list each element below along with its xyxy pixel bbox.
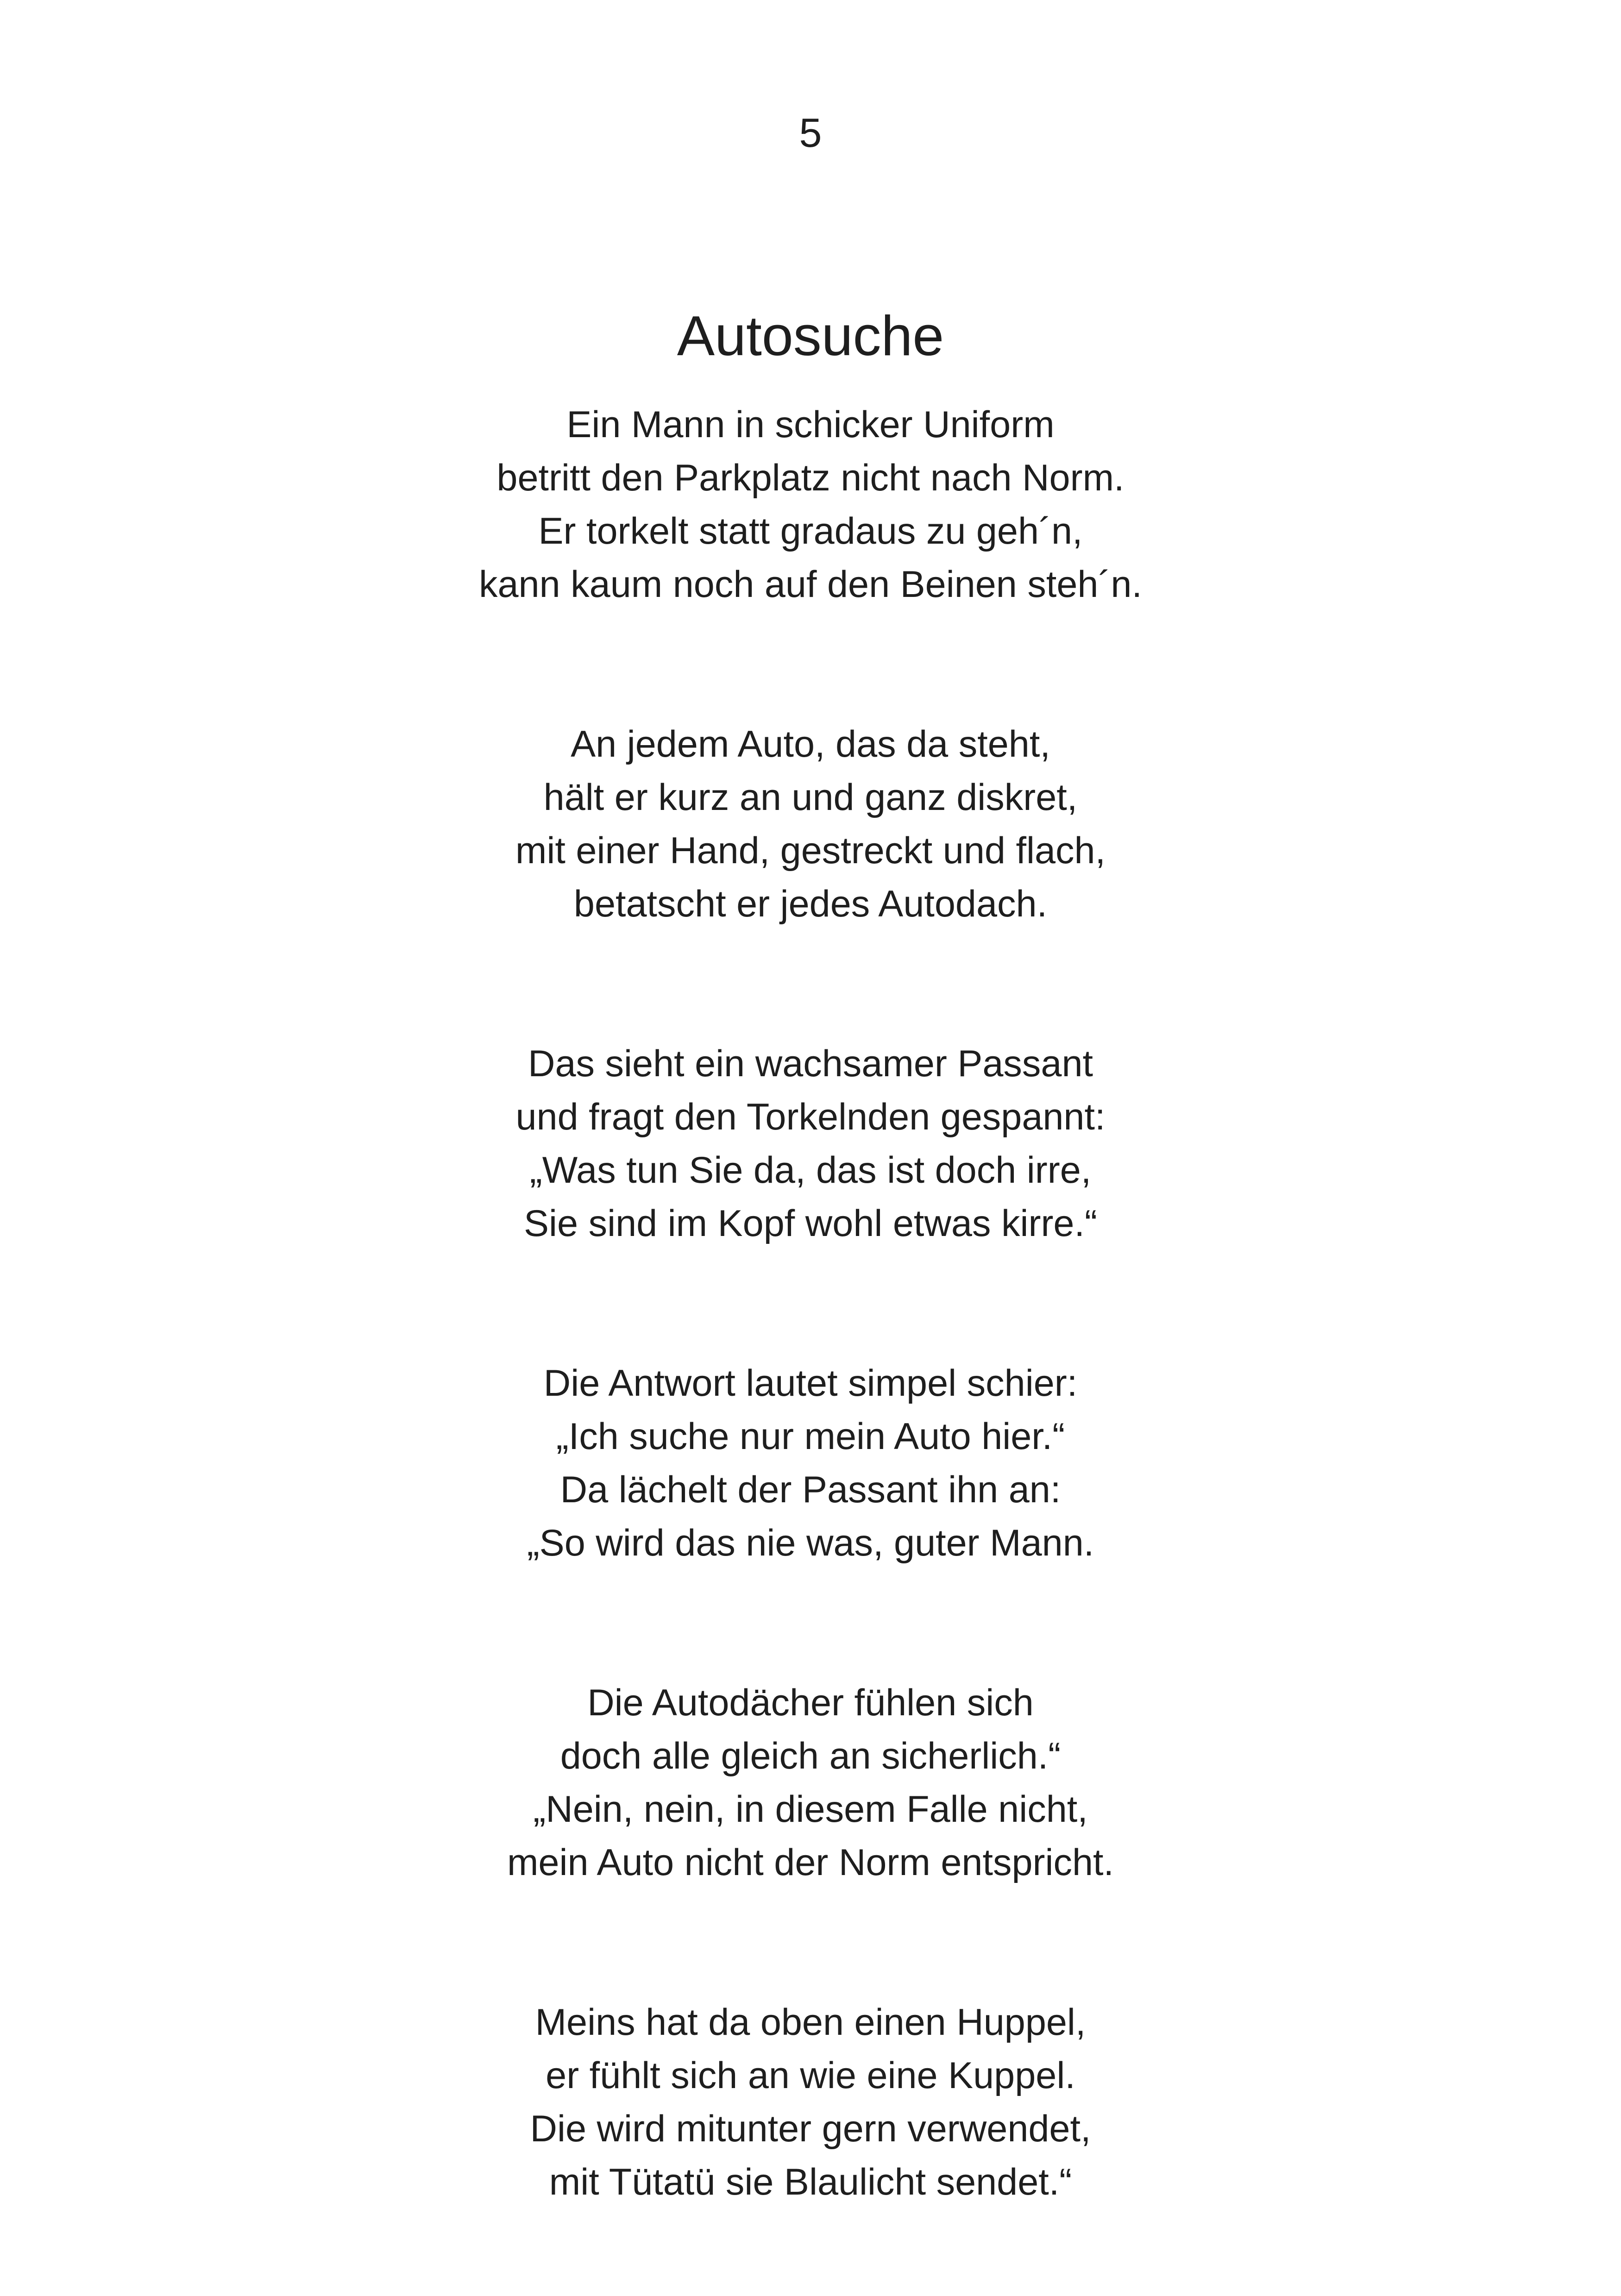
stanza-5 <box>0 1676 1621 1889</box>
poem-line: Meins hat da oben einen Huppel, <box>535 2001 1086 2043</box>
poem-line: mit Tütatü sie Blaulicht sendet.“ <box>549 2161 1072 2203</box>
poem-line: „So wird das nie was, guter Mann. <box>527 1522 1094 1564</box>
poem-line: er fühlt sich an wie eine Kuppel. <box>546 2055 1075 2096</box>
stanza-3 <box>0 1037 1621 1250</box>
poem-line: Die Autodächer fühlen sich <box>587 1682 1034 1724</box>
stanza-2 <box>0 718 1621 931</box>
poem-line: Die wird mitunter gern verwendet, <box>530 2108 1091 2150</box>
poem-line: „Nein, nein, in diesem Falle nicht, <box>533 1788 1088 1830</box>
poem-line: doch alle gleich an sicherlich.“ <box>560 1735 1061 1777</box>
poem-line: Die Antwort lautet simpel schier: <box>543 1362 1078 1404</box>
poem-line: Ein Mann in schicker Uniform <box>566 404 1055 445</box>
poem-title: Autosuche <box>677 304 944 367</box>
poem-line: „Was tun Sie da, das ist doch irre, <box>529 1149 1092 1191</box>
stanza-1 <box>0 398 1621 611</box>
poem-line: Das sieht ein wachsamer Passant <box>528 1043 1093 1085</box>
poem-line: Da lächelt der Passant ihn an: <box>560 1469 1061 1511</box>
poem-line: „Ich suche nur mein Auto hier.“ <box>556 1416 1065 1457</box>
poem-line: mein Auto nicht der Norm entspricht. <box>507 1842 1114 1883</box>
poem-line: betritt den Parkplatz nicht nach Norm. <box>496 457 1125 499</box>
stanza-4 <box>0 1357 1621 1570</box>
page-number: 5 <box>799 110 822 156</box>
poem-line: betatscht er jedes Autodach. <box>573 883 1048 925</box>
poem-line: Er torkelt statt gradaus zu geh´n, <box>538 510 1083 552</box>
poem-line: An jedem Auto, das da steht, <box>571 723 1050 765</box>
poem-line: mit einer Hand, gestreckt und flach, <box>515 830 1106 872</box>
poem-line: und fragt den Torkelnden gespannt: <box>515 1096 1106 1138</box>
stanza-6 <box>0 1996 1621 2209</box>
poem-line: hält er kurz an und ganz diskret, <box>543 777 1078 818</box>
poem-line: Sie sind im Kopf wohl etwas kirre.“ <box>524 1203 1097 1244</box>
poem-body <box>0 398 1621 2209</box>
poem-line: kann kaum noch auf den Beinen steh´n. <box>479 564 1142 605</box>
